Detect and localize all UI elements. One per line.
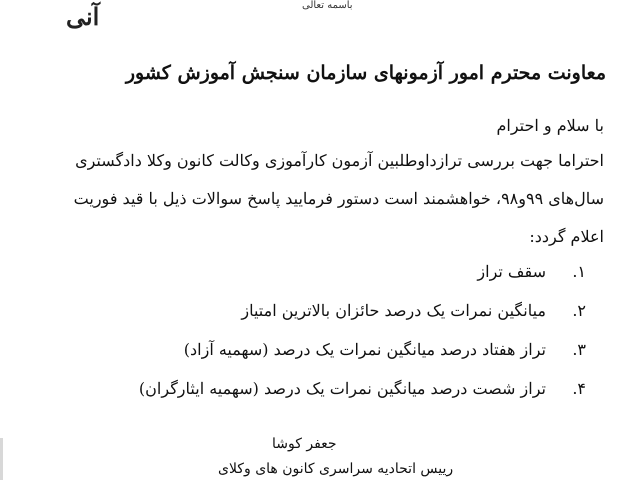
list-item-text: تراز شصت درصد میانگین نمرات یک درصد (سهمیه ایثارگران) (138, 379, 546, 398)
list-item-number: ۴. (572, 379, 586, 398)
list-item (66, 262, 586, 301)
list-item-number: ۳. (572, 340, 586, 359)
list-item-text: تراز هفتاد درصد میانگین نمرات یک درصد (سهمیه آزاد) (183, 340, 546, 359)
list-item (66, 301, 586, 340)
signer-name: جعفر کوشا (272, 436, 337, 452)
signer-title: رییس اتحادیه سراسری کانون های وکلای (218, 461, 454, 477)
greeting-line: با سلام و احترام (496, 116, 604, 135)
addressee-heading: معاونت محترم امور آزمونهای سازمان سنجش آموزش کشور (125, 62, 606, 84)
list-item (66, 340, 586, 379)
scan-edge-divider (0, 438, 3, 480)
body-line-3: اعلام گردد: (529, 227, 604, 246)
list-item-text: میانگین نمرات یک درصد حائزان بالاترین امتیاز (241, 301, 546, 320)
list-item-number: ۲. (572, 301, 586, 320)
list-item-number: ۱. (572, 262, 586, 281)
list-item (66, 379, 586, 418)
corner-mark: آنی (66, 2, 100, 31)
list-item-text: سقف تراز (477, 262, 546, 281)
request-list (66, 262, 586, 418)
body-line-2: سال‌های ۹۹و۹۸، خواهشمند است دستور فرمایید پاسخ سوالات ذیل با قید فوریت (73, 189, 604, 208)
body-line-1: احتراما جهت بررسی ترازداوطلبین آزمون کارآموزی وکالت کانون وکلا دادگستری (75, 151, 604, 170)
header-invocation: باسمه تعالی (302, 0, 353, 11)
